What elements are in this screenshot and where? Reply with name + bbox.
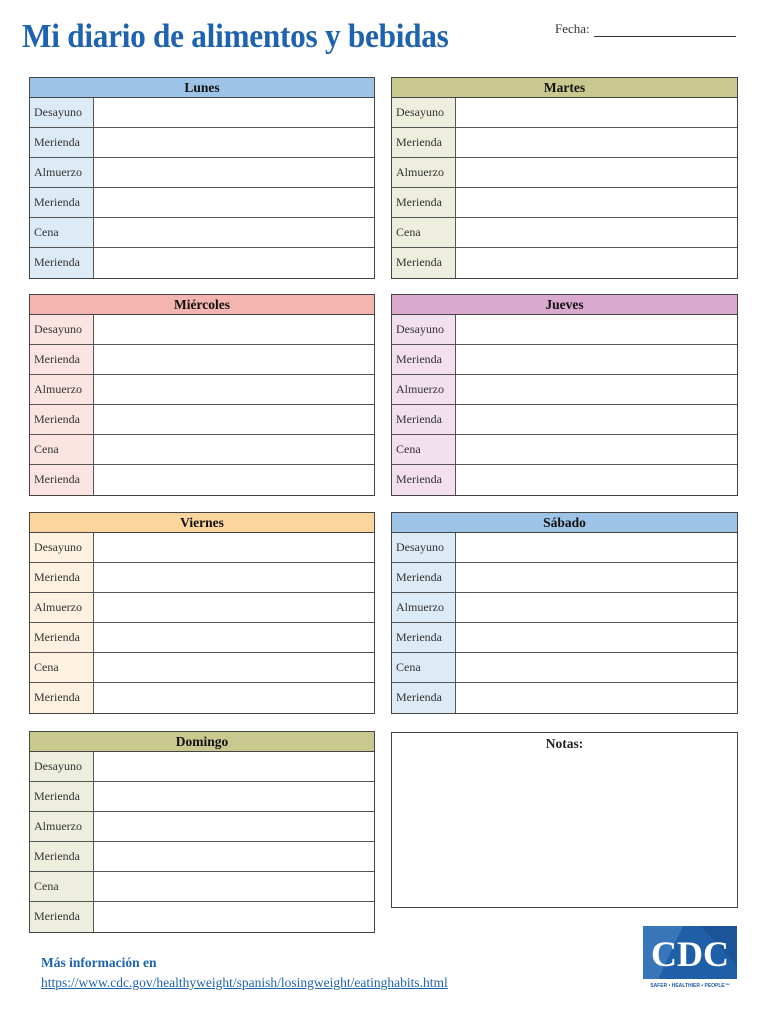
more-info-label: Más información en [41,955,157,970]
logo-text: CDC [651,934,729,974]
date-field[interactable] [555,21,736,37]
meal-label: Desayuno [392,98,456,127]
meal-row [392,315,737,345]
day-header: Jueves [392,295,737,315]
meal-label: Almuerzo [392,158,456,187]
meal-row [30,842,374,872]
meal-row [392,158,737,188]
meal-label: Merienda [30,465,94,495]
meal-row [30,128,374,158]
meal-row [30,752,374,782]
meal-row [392,683,737,713]
meal-entry-field[interactable] [456,128,737,157]
meal-entry-field[interactable] [456,188,737,217]
meal-row [392,593,737,623]
meal-label: Almuerzo [392,593,456,622]
day-header: Domingo [30,732,374,752]
meal-label: Cena [392,653,456,682]
meal-label: Merienda [392,345,456,374]
meal-row [30,248,374,278]
meal-row [30,315,374,345]
meal-row [392,405,737,435]
meal-entry-field[interactable] [94,128,374,157]
meal-entry-field[interactable] [456,218,737,247]
meal-entry-field[interactable] [94,752,374,781]
meal-row [392,623,737,653]
meal-entry-field[interactable] [94,465,374,495]
date-label: Fecha: [555,21,590,36]
meal-row [30,405,374,435]
day-table-5 [391,512,738,714]
meal-entry-field[interactable] [94,533,374,562]
meal-entry-field[interactable] [94,435,374,464]
meal-label: Merienda [392,683,456,713]
meal-entry-field[interactable] [94,782,374,811]
meal-entry-field[interactable] [94,563,374,592]
meal-entry-field[interactable] [456,653,737,682]
meal-label: Merienda [392,465,456,495]
meal-label: Almuerzo [30,375,94,404]
meal-row [30,593,374,623]
meal-entry-field[interactable] [94,188,374,217]
meal-row [30,782,374,812]
logo-tagline: SAFER • HEALTHIER • PEOPLE™ [650,983,730,989]
meal-row [30,683,374,713]
meal-label: Desayuno [392,533,456,562]
meal-label: Almuerzo [30,158,94,187]
meal-row [392,375,737,405]
cdc-logo-icon [643,926,737,990]
day-header: Martes [392,78,737,98]
meal-entry-field[interactable] [94,623,374,652]
day-header: Sábado [392,513,737,533]
meal-label: Desayuno [392,315,456,344]
day-header: Miércoles [30,295,374,315]
meal-row [392,653,737,683]
meal-label: Merienda [30,623,94,652]
more-info-link[interactable]: https://www.cdc.gov/healthyweight/spanish/losingweight/eatinghabits.html [41,975,448,990]
meal-label: Merienda [30,188,94,217]
meal-row [392,563,737,593]
meal-entry-field[interactable] [94,98,374,127]
meal-label: Merienda [392,563,456,592]
notes-area[interactable] [392,755,737,907]
meal-entry-field[interactable] [94,345,374,374]
meal-label: Merienda [30,782,94,811]
day-table-1 [391,77,738,279]
meal-row [392,435,737,465]
meal-entry-field[interactable] [456,345,737,374]
meal-entry-field[interactable] [94,248,374,278]
meal-label: Cena [392,218,456,247]
meal-entry-field[interactable] [94,405,374,434]
meal-row [30,375,374,405]
day-table-6 [29,731,375,933]
notes-box[interactable] [391,732,738,908]
meal-entry-field[interactable] [456,158,737,187]
date-line[interactable] [594,22,736,37]
meal-entry-field[interactable] [94,315,374,344]
meal-entry-field[interactable] [456,563,737,592]
meal-row [392,98,737,128]
meal-entry-field[interactable] [456,98,737,127]
meal-label: Merienda [30,842,94,871]
meal-row [392,188,737,218]
meal-row [30,563,374,593]
meal-row [392,248,737,278]
meal-row [392,345,737,375]
meal-row [30,902,374,932]
meal-entry-field[interactable] [94,593,374,622]
day-header: Lunes [30,78,374,98]
meal-entry-field[interactable] [456,248,737,278]
meal-entry-field[interactable] [456,465,737,495]
meal-row [30,188,374,218]
meal-label: Desayuno [30,533,94,562]
meal-label: Merienda [30,345,94,374]
meal-entry-field[interactable] [94,653,374,682]
meal-label: Merienda [392,405,456,434]
meal-label: Cena [30,872,94,901]
meal-row [30,158,374,188]
meal-label: Cena [392,435,456,464]
meal-label: Merienda [30,902,94,932]
meal-row [30,533,374,563]
meal-row [30,435,374,465]
meal-label: Merienda [392,248,456,278]
meal-row [30,653,374,683]
meal-label: Merienda [30,683,94,713]
meal-entry-field[interactable] [456,435,737,464]
meal-entry-field[interactable] [456,405,737,434]
meal-row [30,465,374,495]
meal-label: Merienda [30,248,94,278]
meal-label: Desayuno [30,98,94,127]
meal-label: Desayuno [30,752,94,781]
meal-label: Cena [30,435,94,464]
day-table-4 [29,512,375,714]
meal-label: Merienda [392,188,456,217]
meal-row [30,218,374,248]
meal-entry-field[interactable] [94,902,374,932]
meal-row [392,128,737,158]
meal-label: Merienda [392,623,456,652]
meal-label: Cena [30,653,94,682]
page-title: Mi diario de alimentos y bebidas [22,18,449,55]
meal-row [30,345,374,375]
day-header: Viernes [30,513,374,533]
meal-entry-field[interactable] [456,315,737,344]
meal-entry-field[interactable] [456,683,737,713]
meal-entry-field[interactable] [456,375,737,404]
meal-entry-field[interactable] [456,623,737,652]
meal-entry-field[interactable] [94,375,374,404]
meal-entry-field[interactable] [94,872,374,901]
day-table-0 [29,77,375,279]
meal-label: Merienda [30,128,94,157]
meal-label: Almuerzo [30,593,94,622]
meal-entry-field[interactable] [94,812,374,841]
meal-row [392,218,737,248]
meal-label: Cena [30,218,94,247]
meal-label: Almuerzo [392,375,456,404]
notes-title: Notas: [545,736,584,751]
meal-label: Almuerzo [30,812,94,841]
day-table-2 [29,294,375,496]
meal-entry-field[interactable] [94,158,374,187]
meal-entry-field[interactable] [456,593,737,622]
meal-label: Merienda [392,128,456,157]
meal-entry-field[interactable] [456,533,737,562]
meal-row [30,812,374,842]
meal-row [30,872,374,902]
meal-entry-field[interactable] [94,683,374,713]
day-table-3 [391,294,738,496]
meal-label: Merienda [30,563,94,592]
meal-row [30,98,374,128]
meal-entry-field[interactable] [94,842,374,871]
meal-label: Merienda [30,405,94,434]
meal-row [30,623,374,653]
meal-row [392,533,737,563]
meal-label: Desayuno [30,315,94,344]
meal-entry-field[interactable] [94,218,374,247]
meal-row [392,465,737,495]
